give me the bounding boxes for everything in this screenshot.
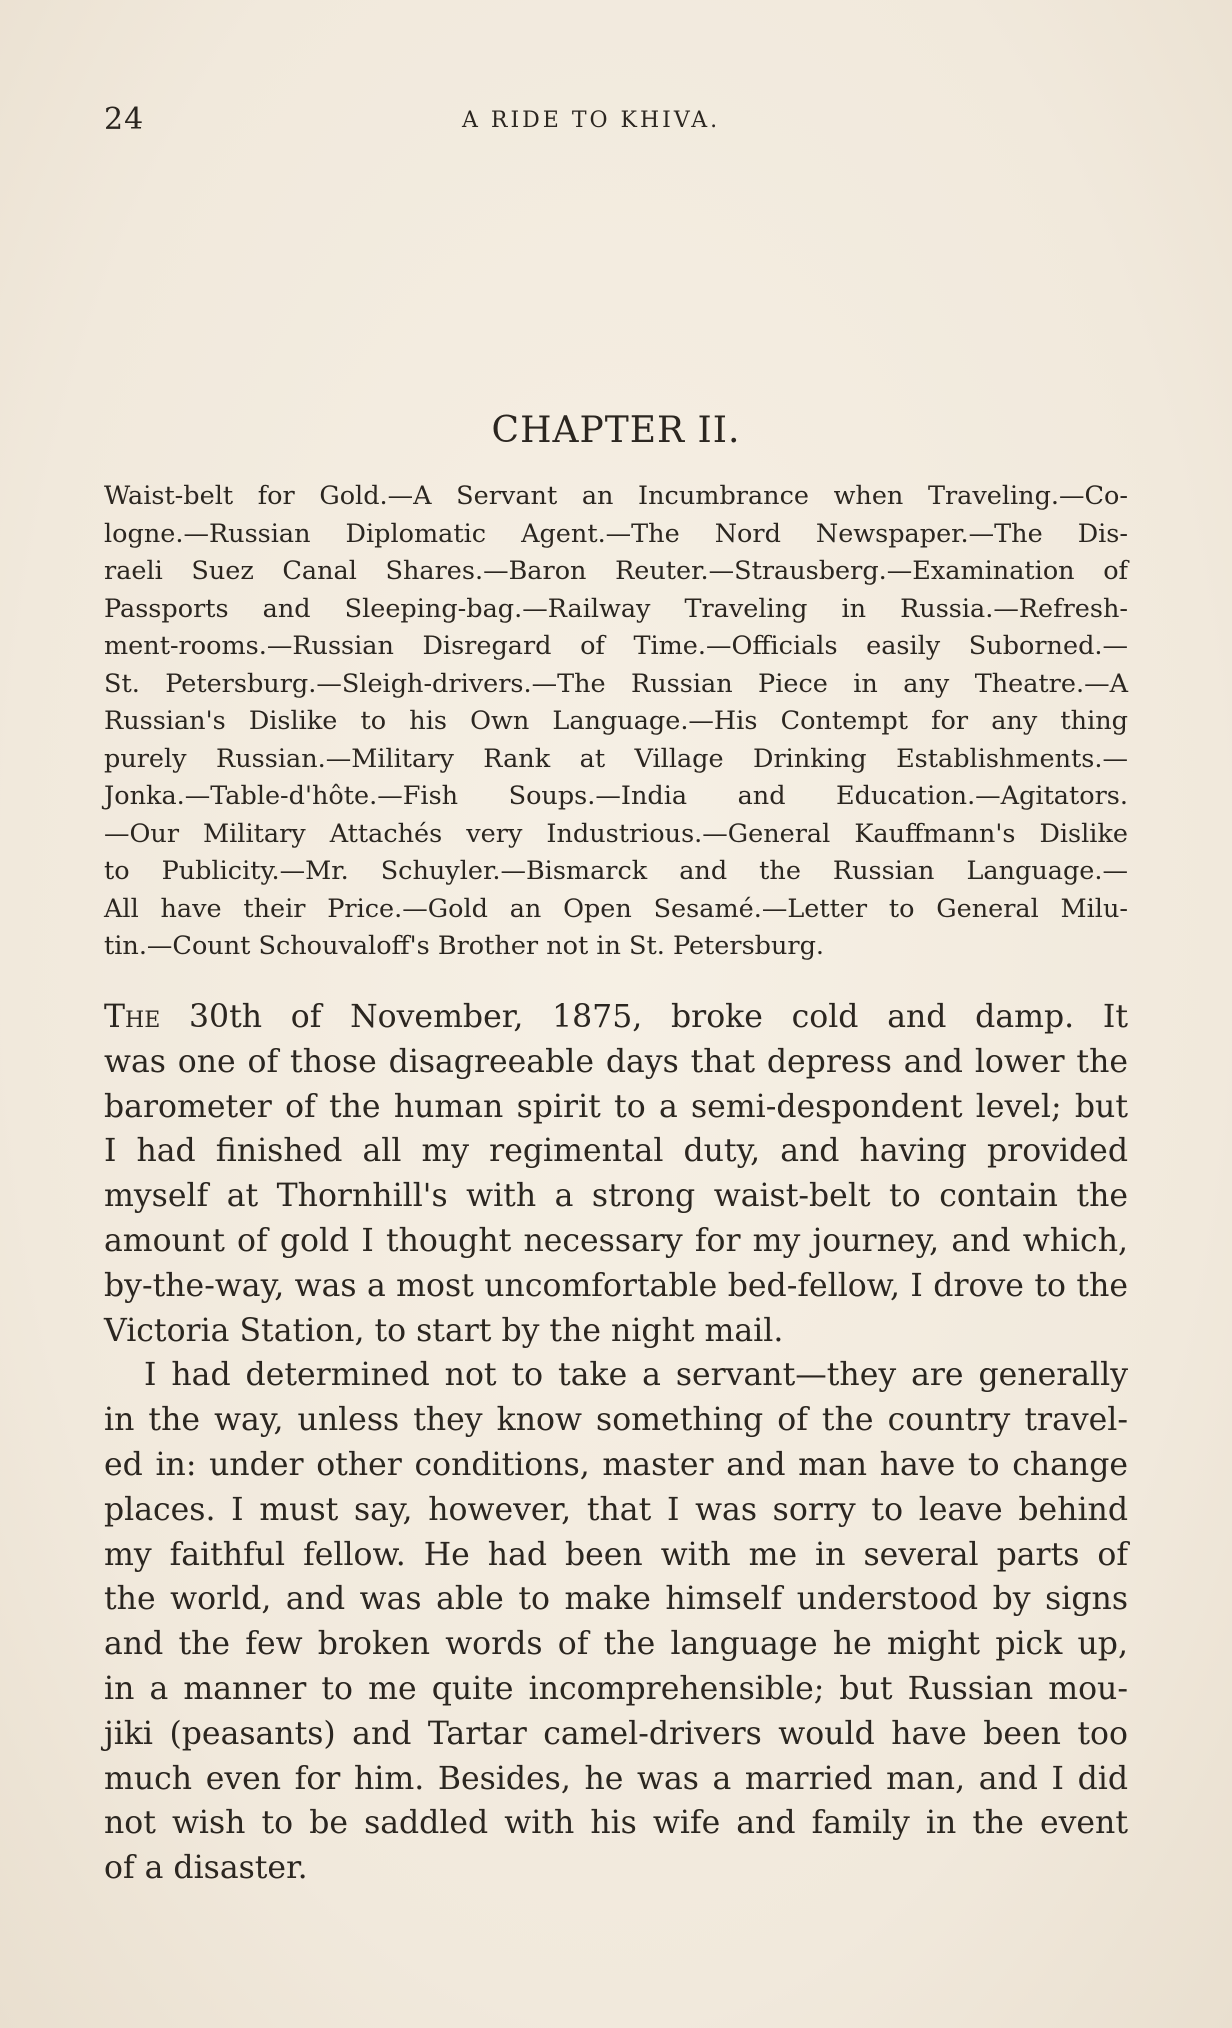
paragraph-line: barometer of the human spirit to a semi-despondent level; but [104, 1088, 1128, 1125]
body-text [104, 995, 1128, 1891]
paragraph-line: I had determined not to take a servant—they are generally [144, 1357, 1128, 1394]
paragraph-line: much even for him. Besides, he was a married man, and I did [104, 1760, 1128, 1797]
paragraph-line: places. I must say, however, that I was sorry to leave behind [104, 1491, 1128, 1528]
paragraph-line: was one of those disagreeable days that depress and lower the [104, 1043, 1128, 1080]
synopsis-line: to Publicity.—Mr. Schuyler.—Bismarck and the Russian Language.— [104, 856, 1128, 886]
paragraph-line: my faithful fellow. He had been with me in several parts of [104, 1536, 1128, 1573]
page-header [0, 102, 1232, 142]
synopsis-line: Russian's Dislike to his Own Language.—His Contempt for any thing [104, 706, 1128, 736]
synopsis-line: —Our Military Attachés very Industrious.—General Kauffmann's Dislike [104, 818, 1128, 849]
synopsis-line: purely Russian.—Military Rank at Village Drinking Establishments.— [104, 743, 1128, 774]
chapter-title: CHAPTER II. [491, 410, 741, 451]
paragraph-line: in a manner to me quite incomprehensible; but Russian mou- [104, 1670, 1128, 1707]
synopsis-line: All have their Price.—Gold an Open Sesamé.—Letter to General Milu- [104, 893, 1128, 924]
paragraph-line: ed in: under other conditions, master and man have to change [104, 1446, 1128, 1483]
synopsis-line: raeli Suez Canal Shares.—Baron Reuter.—Strausberg.—Examination of [104, 556, 1128, 586]
synopsis-line: logne.—Russian Diplomatic Agent.—The Nord Newspaper.—The Dis- [104, 518, 1128, 549]
paragraph-1 [104, 995, 1128, 1353]
paragraph-line: not wish to be saddled with his wife and family in the event [104, 1805, 1128, 1842]
paragraph-line: by-the-way, was a most uncomfortable bed-fellow, I drove to the [104, 1267, 1128, 1304]
chapter-synopsis [104, 478, 1128, 966]
synopsis-line: Jonka.—Table-d'hôte.—Fish Soups.—India and Education.—Agitators. [104, 781, 1128, 811]
paragraph-line: I had finished all my regimental duty, and having provided [104, 1133, 1128, 1170]
paragraph-line: amount of gold I thought necessary for my journey, and which, [104, 1222, 1128, 1259]
synopsis-line: ment-rooms.—Russian Disregard of Time.—Officials easily Suborned.— [104, 631, 1128, 661]
paragraph-line: the world, and was able to make himself understood by signs [104, 1581, 1128, 1618]
paragraph-line: Victoria Station, to start by the night mail. [104, 1312, 784, 1349]
synopsis-line: St. Petersburg.—Sleigh-drivers.—The Russian Piece in any Theatre.—A [104, 668, 1128, 699]
synopsis-line: Waist-belt for Gold.—A Servant an Incumbrance when Traveling.—Co- [104, 481, 1128, 511]
paragraph-2 [104, 1353, 1128, 1891]
paragraph-line: in the way, unless they know something of the country travel- [104, 1402, 1128, 1439]
paragraph-line: of a disaster. [104, 1850, 308, 1887]
running-title: A RIDE TO KHIVA. [462, 108, 721, 133]
synopsis-line: tin.—Count Schouvaloff's Brother not in St. Petersburg. [104, 931, 825, 961]
paragraph-line: myself at Thornhill's with a strong waist-belt to contain the [104, 1178, 1128, 1215]
paragraph-line: jiki (peasants) and Tartar camel-drivers would have been too [104, 1715, 1128, 1752]
lead-word: The [104, 999, 161, 1035]
synopsis-line: Passports and Sleeping-bag.—Railway Traveling in Russia.—Refresh- [104, 593, 1128, 624]
page-number: 24 [104, 102, 145, 137]
paragraph-line: The 30th of November, 1875, broke cold and damp. It [104, 999, 1128, 1035]
paragraph-line: and the few broken words of the language he might pick up, [104, 1626, 1128, 1663]
